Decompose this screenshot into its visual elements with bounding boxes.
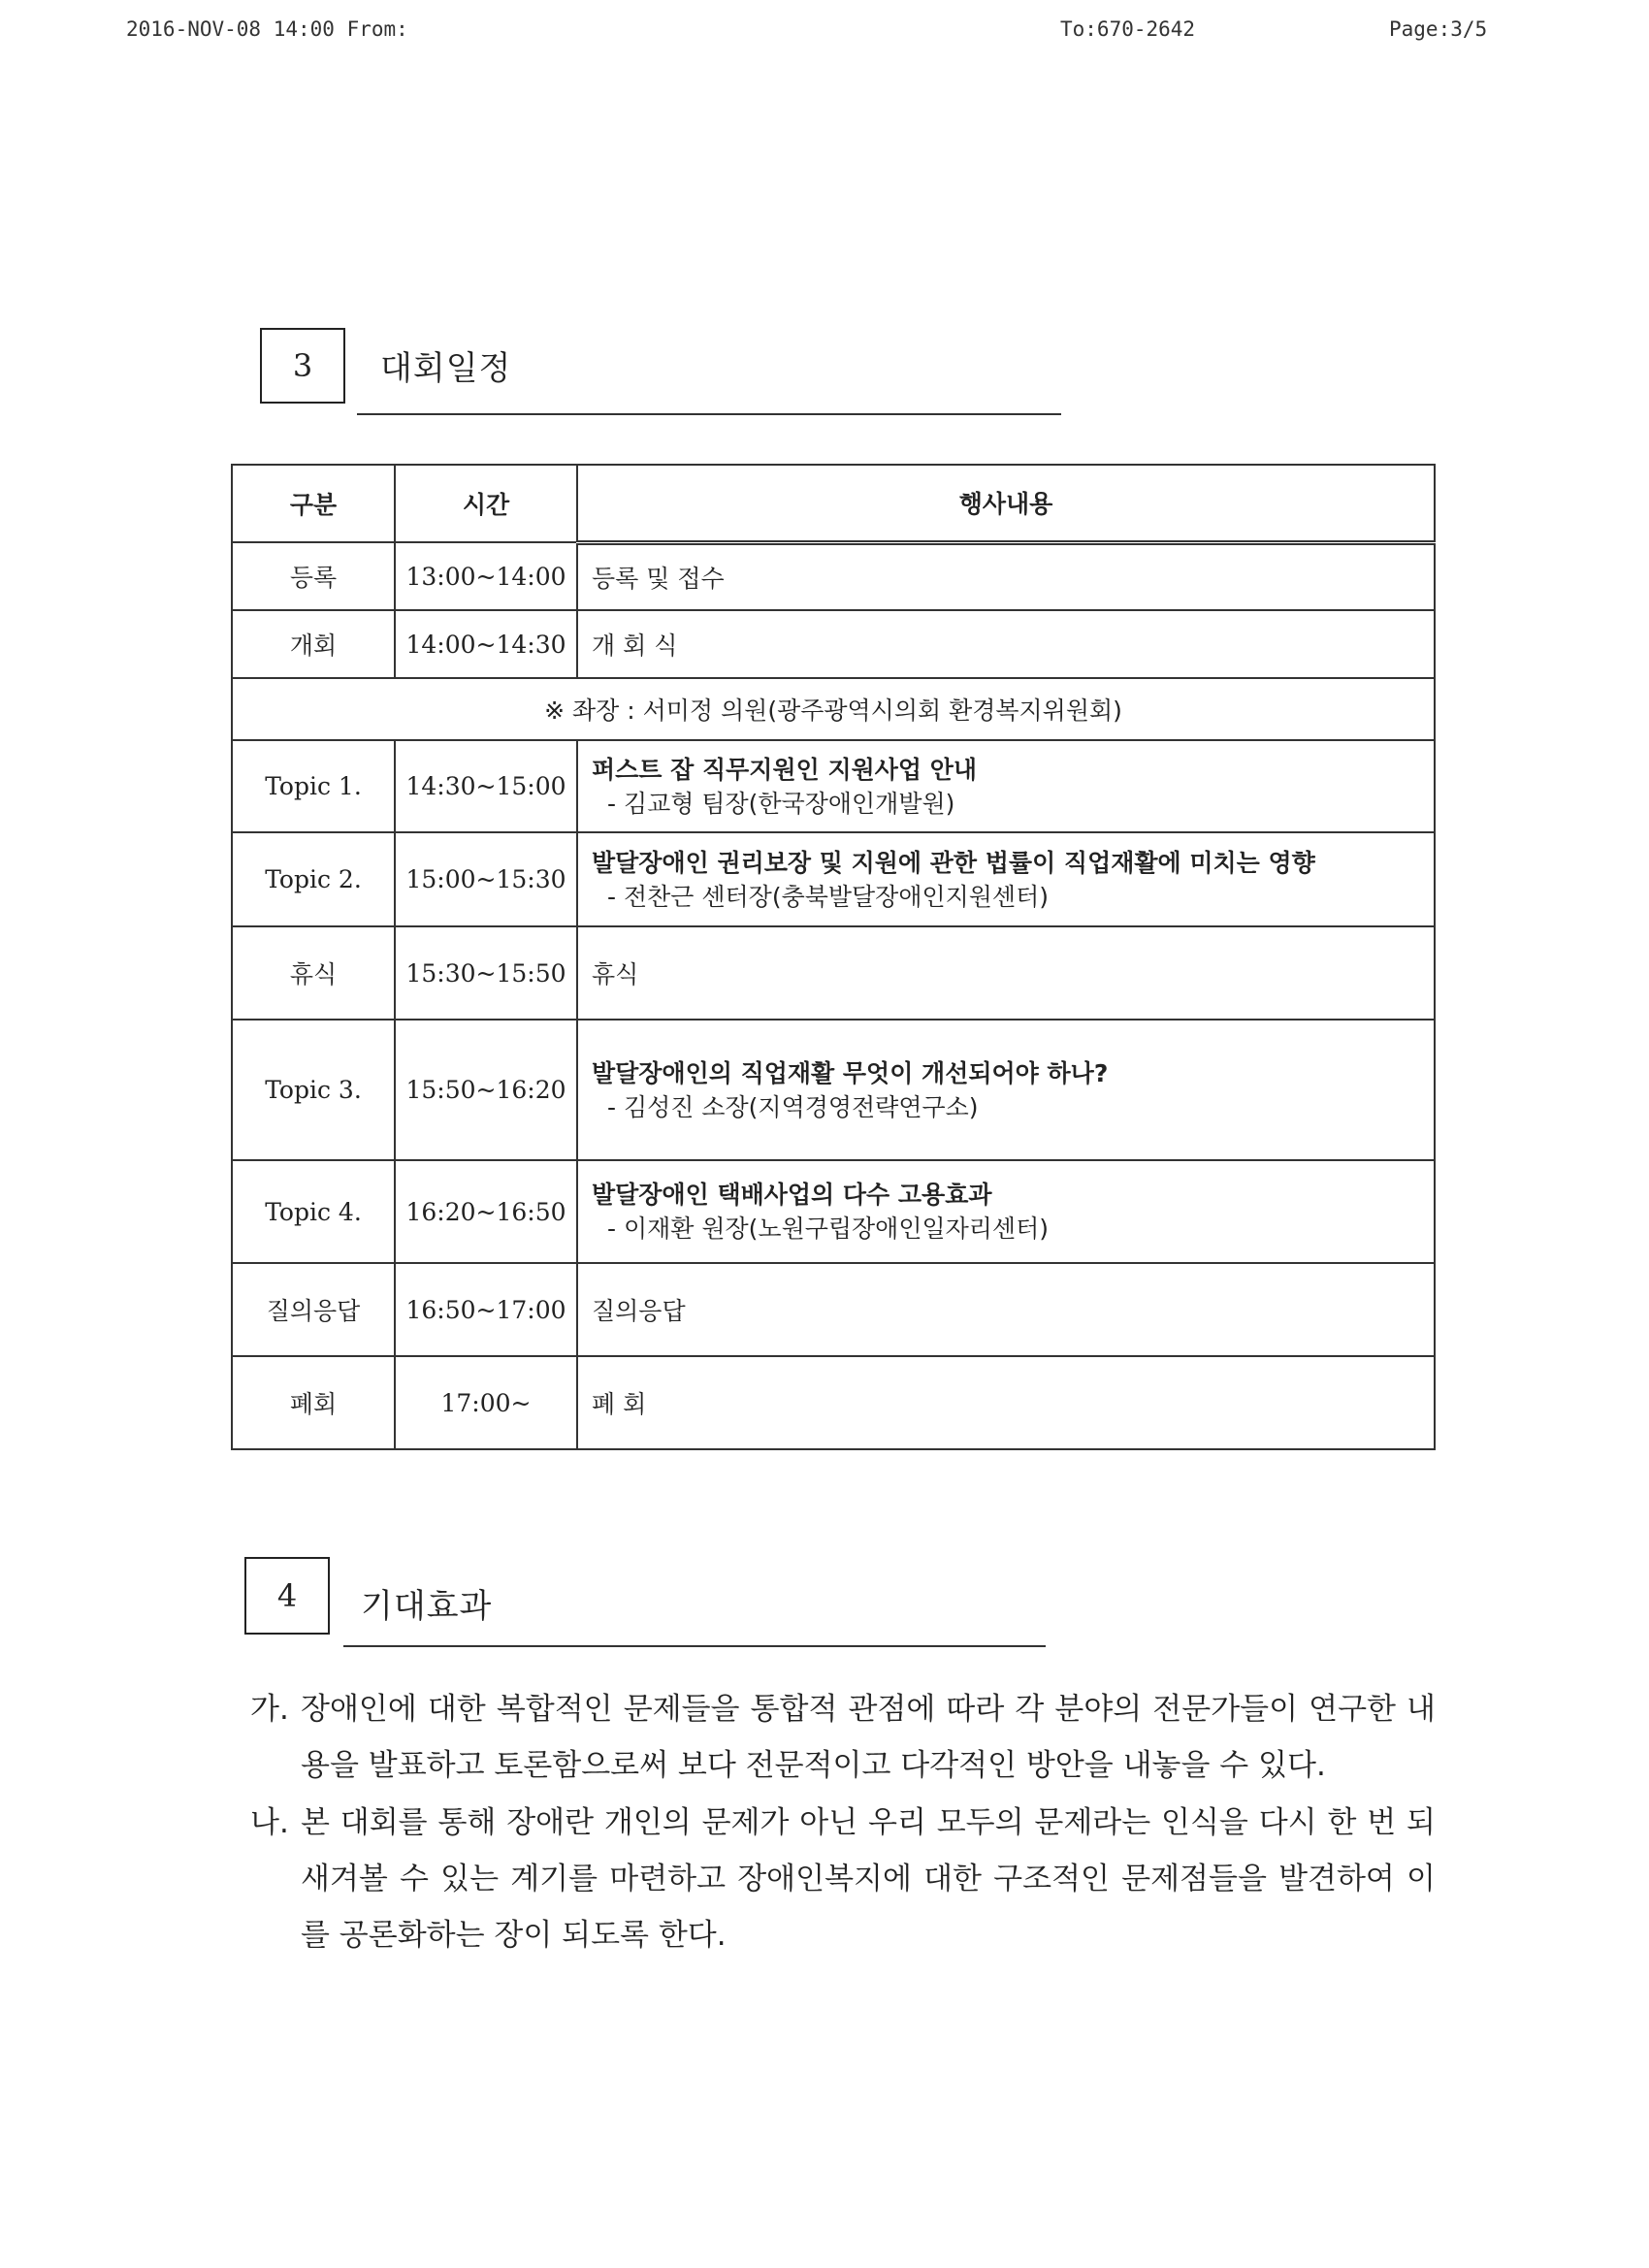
section4-number: 4: [244, 1557, 330, 1635]
topic-title: 퍼스트 잡 직무지원인 지원사업 안내: [592, 755, 978, 784]
topic-speaker: - 이재환 원장(노원구립장애인일자리센터): [607, 1215, 1049, 1243]
row-category: Topic 3.: [232, 1020, 395, 1160]
row-content: 폐 회: [577, 1356, 1435, 1449]
table-header-row: [232, 465, 1435, 542]
schedule-table: [231, 464, 1436, 1450]
table-row: [232, 740, 1435, 832]
fax-header: [0, 17, 1649, 47]
effect-item: [250, 1681, 1436, 1794]
table-row: [232, 926, 1435, 1020]
table-row: [232, 610, 1435, 678]
section4-title: 기대효과: [361, 1587, 493, 1626]
row-time: 15:00~15:30: [395, 832, 577, 926]
header-category: 구분: [232, 465, 395, 542]
effect-text: 장애인에 대한 복합적인 문제들을 통합적 관점에 따라 각 분야의 전문가들이 연구한 내용을 발표하고 토론함으로써 보다 전문적이고 다각적인 방안을 내놓을 수 있다.: [301, 1692, 1436, 1783]
row-category: Topic 4.: [232, 1160, 395, 1263]
row-category: 개회: [232, 610, 395, 678]
chair-text: ※ 좌장 : 서미정 의원(광주광역시의회 환경복지위원회): [232, 678, 1435, 740]
section3-underline: [357, 413, 1061, 415]
table-row: [232, 1263, 1435, 1356]
chair-row: [232, 678, 1435, 740]
row-content: [577, 832, 1435, 926]
table-row: [232, 832, 1435, 926]
fax-to: To:670-2642: [1060, 17, 1196, 41]
row-content: 개 회 식: [577, 610, 1435, 678]
topic-title: 발달장애인 권리보장 및 지원에 관한 법률이 직업재활에 미치는 영향: [592, 848, 1315, 877]
table-row: [232, 1356, 1435, 1449]
row-content: [577, 1020, 1435, 1160]
header-content: 행사내용: [577, 465, 1435, 542]
topic-title: 발달장애인의 직업재활 무엇이 개선되어야 하나?: [592, 1058, 1109, 1087]
row-time: 13:00~14:00: [395, 542, 577, 610]
row-time: 15:30~15:50: [395, 926, 577, 1020]
table-row: [232, 1020, 1435, 1160]
row-category: 등록: [232, 542, 395, 610]
row-category: Topic 2.: [232, 832, 395, 926]
row-time: 16:20~16:50: [395, 1160, 577, 1263]
row-content: [577, 1160, 1435, 1263]
row-category: Topic 1.: [232, 740, 395, 832]
section3-title: 대회일정: [380, 349, 512, 388]
effect-marker: 나.: [250, 1805, 289, 1840]
row-time: 14:30~15:00: [395, 740, 577, 832]
fax-page: Page:3/5: [1389, 17, 1488, 41]
table-row: [232, 542, 1435, 610]
header-time: 시간: [395, 465, 577, 542]
row-time: 15:50~16:20: [395, 1020, 577, 1160]
row-content: [577, 740, 1435, 832]
row-category: 폐회: [232, 1356, 395, 1449]
row-category: 질의응답: [232, 1263, 395, 1356]
section4-underline: [343, 1645, 1046, 1647]
topic-speaker: - 김교형 팀장(한국장애인개발원): [607, 789, 955, 818]
row-time: 16:50~17:00: [395, 1263, 577, 1356]
effect-text: 본 대회를 통해 장애란 개인의 문제가 아닌 우리 모두의 문제라는 인식을 다시 한 번 되새겨볼 수 있는 계기를 마련하고 장애인복지에 대한 구조적인 문제점들을 발견하여 이를 공론화하는 장이 되도록 한다.: [301, 1805, 1436, 1953]
row-time: 14:00~14:30: [395, 610, 577, 678]
effect-marker: 가.: [250, 1692, 289, 1727]
section3-number: 3: [260, 328, 345, 404]
topic-speaker: - 김성진 소장(지역경영전략연구소): [607, 1092, 979, 1121]
row-content: 휴식: [577, 926, 1435, 1020]
fax-date-from: 2016-NOV-08 14:00 From:: [126, 17, 408, 41]
effect-item: [250, 1795, 1436, 1963]
row-time: 17:00~: [395, 1356, 577, 1449]
row-category: 휴식: [232, 926, 395, 1020]
topic-title: 발달장애인 택배사업의 다수 고용효과: [592, 1181, 992, 1209]
row-content: 질의응답: [577, 1263, 1435, 1356]
topic-speaker: - 전찬근 센터장(충북발달장애인지원센터): [607, 882, 1049, 911]
row-content: 등록 및 접수: [577, 542, 1435, 610]
table-row: [232, 1160, 1435, 1263]
